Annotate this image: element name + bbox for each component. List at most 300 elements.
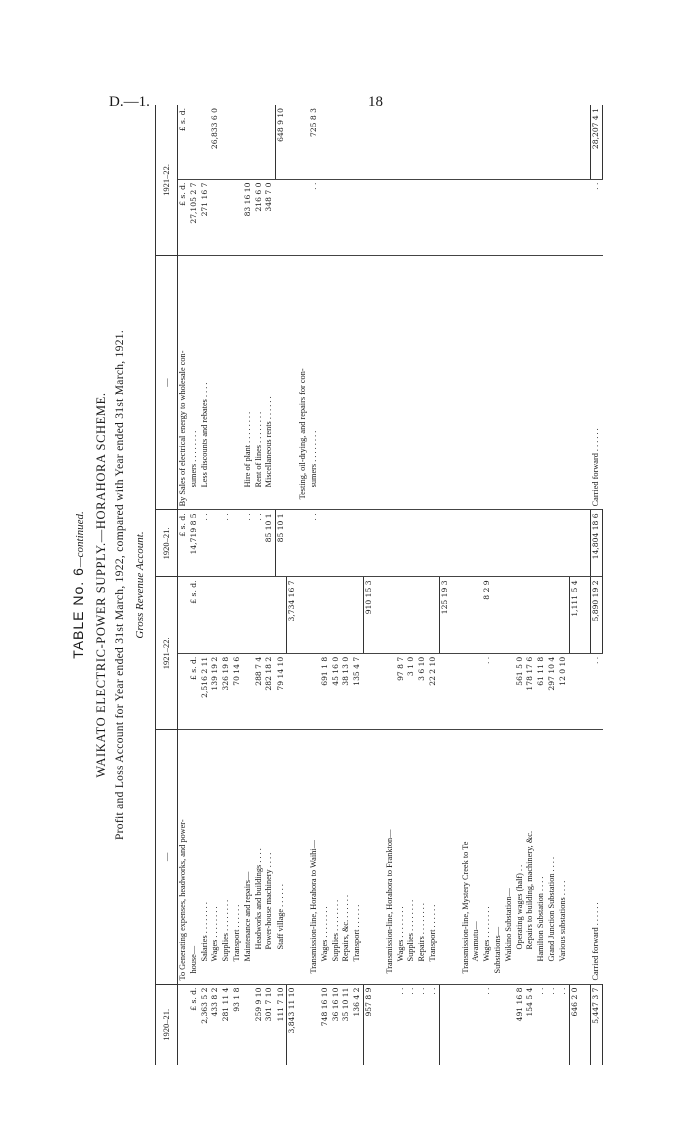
current-year-item-left: 12 0 10 bbox=[558, 653, 569, 729]
revenue-particular bbox=[471, 255, 482, 509]
expenditure-particular: Transport . . . . . . bbox=[232, 730, 243, 984]
table-row bbox=[210, 105, 221, 1065]
revenue-particular bbox=[287, 255, 298, 509]
table-row bbox=[580, 105, 591, 1065]
current-year-item-right bbox=[210, 179, 221, 255]
prior-year-amount-right bbox=[320, 510, 331, 577]
table-row bbox=[493, 105, 504, 1065]
current-year-item-right bbox=[558, 179, 569, 255]
current-year-total-right: 26,833 6 0 bbox=[210, 108, 220, 150]
prior-year-amount-right: 85 10 1 bbox=[276, 510, 287, 577]
prior-year-amount-right bbox=[461, 510, 472, 577]
expenditure-particular: Substations— bbox=[493, 730, 504, 984]
current-year-total-right bbox=[536, 105, 547, 179]
expenditure-particular: Repairs . . . . . . . . bbox=[417, 730, 428, 984]
prior-year-amount-left: 748 16 10 bbox=[320, 984, 331, 1065]
expenditure-particular: Wages . . . . . . . . bbox=[482, 730, 493, 984]
revenue-particular bbox=[451, 255, 461, 509]
expenditure-particular: Transmission-line, Horahora to Waihi— bbox=[309, 730, 320, 984]
prior-year-amount-left: 957 8 9 bbox=[364, 984, 375, 1065]
current-year-item-left: . . bbox=[591, 653, 603, 729]
revenue-particular bbox=[569, 255, 580, 509]
current-year-item-left bbox=[580, 653, 591, 729]
current-year-total-left bbox=[341, 577, 352, 653]
prior-year-amount-right bbox=[525, 510, 536, 577]
current-year-total-left bbox=[536, 577, 547, 653]
current-year-item-left: £ s. d. bbox=[189, 653, 200, 729]
table-continued: —continued. bbox=[74, 511, 86, 568]
table-row bbox=[309, 105, 320, 1065]
current-year-total-left: 910 15 3 bbox=[364, 577, 375, 653]
current-year-total-right bbox=[221, 105, 232, 179]
prior-year-amount-right: . . bbox=[200, 510, 211, 577]
current-year-total-left bbox=[178, 577, 189, 653]
current-year-item-right bbox=[385, 179, 396, 255]
current-year-item-left bbox=[504, 653, 515, 729]
prior-year-amount-right bbox=[287, 510, 298, 577]
prior-year-amount-right bbox=[364, 510, 375, 577]
current-year-item-right bbox=[428, 179, 439, 255]
scheme-title: WAIKATO ELECTRIC-POWER SUPPLY.—HORAHORA SCHEME. bbox=[94, 392, 108, 778]
revenue-particular bbox=[525, 255, 536, 509]
current-year-total-right bbox=[298, 105, 309, 179]
col-header-particulars-right: — bbox=[156, 255, 178, 509]
revenue-particular: Miscellaneous rents . . . . . . bbox=[264, 255, 275, 509]
prior-year-amount-left: 281 11 4 bbox=[221, 984, 232, 1065]
current-year-item-left: 288 7 4 bbox=[254, 653, 265, 729]
current-year-item-left bbox=[385, 653, 396, 729]
table-row bbox=[558, 105, 569, 1065]
expenditure-particular: Transmission-line, Mystery Creek to Te bbox=[461, 730, 472, 984]
current-year-total-left bbox=[254, 577, 265, 653]
prior-year-amount-left bbox=[504, 984, 515, 1065]
current-year-total-left bbox=[331, 577, 342, 653]
table-row bbox=[178, 105, 189, 1065]
current-year-total-left bbox=[352, 577, 363, 653]
expenditure-particular: Hamilton Substation . . . . bbox=[536, 730, 547, 984]
expenditure-particular: Staff village . . . . . . bbox=[276, 730, 287, 984]
current-year-item-left bbox=[471, 653, 482, 729]
revenue-particular: sumers . . . . . . . . bbox=[189, 255, 200, 509]
prior-year-amount-left bbox=[178, 984, 189, 1065]
current-year-item-right bbox=[352, 179, 363, 255]
revenue-particular bbox=[331, 255, 342, 509]
prior-year-amount-right bbox=[504, 510, 515, 577]
current-year-total-right bbox=[580, 105, 591, 179]
table-row bbox=[591, 105, 603, 1065]
prior-year-amount-right bbox=[515, 510, 526, 577]
col-header-1920-21-left: 1920–21. bbox=[156, 984, 178, 1065]
current-year-total-right bbox=[493, 105, 504, 179]
current-year-item-right bbox=[221, 179, 232, 255]
prior-year-amount-right: 14,804 18 6 bbox=[591, 510, 603, 577]
current-year-item-right bbox=[547, 179, 558, 255]
revenue-particular bbox=[352, 255, 363, 509]
expenditure-particular bbox=[439, 730, 450, 984]
current-year-total-left: £ s. d. bbox=[189, 577, 200, 653]
prior-year-amount-left bbox=[580, 984, 591, 1065]
current-year-total-left bbox=[243, 577, 254, 653]
prior-year-amount-right bbox=[558, 510, 569, 577]
table-row bbox=[243, 105, 254, 1065]
table-row bbox=[298, 105, 309, 1065]
prior-year-amount-left bbox=[451, 984, 461, 1065]
current-year-total-right bbox=[471, 105, 482, 179]
current-year-item-right bbox=[375, 179, 385, 255]
current-year-total-right bbox=[428, 105, 439, 179]
table-row bbox=[515, 105, 526, 1065]
prior-year-amount-left: . . bbox=[558, 984, 569, 1065]
revenue-particular bbox=[341, 255, 352, 509]
current-year-total-right bbox=[243, 105, 254, 179]
prior-year-amount-right bbox=[352, 510, 363, 577]
revenue-particular: sumers . . . . . . . . bbox=[309, 255, 320, 509]
current-year-item-right bbox=[439, 179, 450, 255]
current-year-item-left: 135 4 7 bbox=[352, 653, 363, 729]
current-year-item-left: 61 11 8 bbox=[536, 653, 547, 729]
current-year-total-left: 3,734 16 7 bbox=[287, 577, 298, 653]
prior-year-amount-right bbox=[547, 510, 558, 577]
prior-year-amount-right bbox=[232, 510, 243, 577]
revenue-particular bbox=[439, 255, 450, 509]
current-year-item-left bbox=[375, 653, 385, 729]
prior-year-amount-left bbox=[493, 984, 504, 1065]
prior-year-amount-left: . . bbox=[417, 984, 428, 1065]
current-year-total-left bbox=[493, 577, 504, 653]
current-year-item-left: 3 1 0 bbox=[406, 653, 417, 729]
table-row bbox=[331, 105, 342, 1065]
page-header-left: D.—1. bbox=[109, 94, 150, 110]
table-row bbox=[428, 105, 439, 1065]
prior-year-amount-left bbox=[375, 984, 385, 1065]
current-year-item-right bbox=[276, 179, 287, 255]
current-year-item-right bbox=[341, 179, 352, 255]
prior-year-amount-right bbox=[417, 510, 428, 577]
current-year-item-right bbox=[417, 179, 428, 255]
table-row bbox=[569, 105, 580, 1065]
current-year-total-right bbox=[417, 105, 428, 179]
expenditure-particular: Supplies . . . . . . . . bbox=[221, 730, 232, 984]
revenue-particular bbox=[558, 255, 569, 509]
prior-year-amount-right bbox=[569, 510, 580, 577]
current-year-item-left: 297 10 4 bbox=[547, 653, 558, 729]
current-year-item-left: 22 2 10 bbox=[428, 653, 439, 729]
col-header-1921-22-left: 1921–22. bbox=[156, 577, 178, 730]
prior-year-amount-left bbox=[471, 984, 482, 1065]
expenditure-particular: Repairs, &c. . . . . . . bbox=[341, 730, 352, 984]
expenditure-particular: Operating wages (half) . . bbox=[515, 730, 526, 984]
revenue-particular bbox=[515, 255, 526, 509]
col-header-1921-22-right: 1921–22. bbox=[156, 105, 178, 255]
current-year-total-right: £ s. d. bbox=[178, 108, 187, 132]
current-year-item-left bbox=[178, 653, 189, 729]
table-row bbox=[385, 105, 396, 1065]
table-row bbox=[200, 105, 211, 1065]
revenue-particular: Testing, oil-drying, and repairs for con- bbox=[298, 255, 309, 509]
current-year-item-right bbox=[406, 179, 417, 255]
prior-year-amount-left: 154 5 4 bbox=[525, 984, 536, 1065]
prior-year-amount-left: . . bbox=[547, 984, 558, 1065]
expenditure-particular: Wages . . . . . . . . bbox=[320, 730, 331, 984]
revenue-particular: By Sales of electrical energy to wholesale con- bbox=[178, 255, 189, 509]
current-year-total-left bbox=[428, 577, 439, 653]
prior-year-amount-right: . . bbox=[309, 510, 320, 577]
table-row bbox=[482, 105, 493, 1065]
current-year-total-left bbox=[210, 577, 221, 653]
current-year-item-left bbox=[243, 653, 254, 729]
revenue-particular: Hire of plant . . . . . . . . bbox=[243, 255, 254, 509]
prior-year-amount-left: 646 2 0 bbox=[569, 984, 580, 1065]
revenue-particular bbox=[580, 255, 591, 509]
prior-year-amount-left: 259 9 10 bbox=[254, 984, 265, 1065]
current-year-total-right bbox=[461, 105, 472, 179]
revenue-particular bbox=[232, 255, 243, 509]
expenditure-particular: Supplies . . . . . . . . bbox=[331, 730, 342, 984]
current-year-total-left: 1,111 5 4 bbox=[569, 577, 580, 653]
expenditure-particular: Transport . . . . . . bbox=[352, 730, 363, 984]
profit-loss-table bbox=[155, 105, 603, 1065]
table-row bbox=[352, 105, 363, 1065]
account-title: Profit and Loss Account for Year ended 31st March, 1922, compared with Year ended 31st March, 1921. bbox=[114, 329, 126, 841]
prior-year-amount-right bbox=[536, 510, 547, 577]
current-year-item-right: £ s. d. bbox=[178, 179, 189, 255]
table-row bbox=[471, 105, 482, 1065]
current-year-item-left: 178 17 6 bbox=[525, 653, 536, 729]
expenditure-particular: Repairs to building, machinery, &c. bbox=[525, 730, 536, 984]
prior-year-amount-left: . . bbox=[406, 984, 417, 1065]
current-year-total-left bbox=[515, 577, 526, 653]
current-year-total-left bbox=[264, 577, 275, 653]
table-row bbox=[536, 105, 547, 1065]
revenue-particular bbox=[428, 255, 439, 509]
current-year-total-left bbox=[385, 577, 396, 653]
table-row bbox=[396, 105, 407, 1065]
current-year-total-right bbox=[232, 105, 243, 179]
current-year-item-left: 326 19 8 bbox=[221, 653, 232, 729]
expenditure-particular: To Generating expenses, headworks, and power- bbox=[178, 730, 189, 984]
current-year-item-left bbox=[569, 653, 580, 729]
current-year-total-right bbox=[504, 105, 515, 179]
expenditure-particular: Transport . . . . . . bbox=[428, 730, 439, 984]
col-header-1920-21-right: 1920–21. bbox=[156, 510, 178, 577]
prior-year-amount-left: £ s. d. bbox=[189, 984, 200, 1065]
revenue-particular bbox=[320, 255, 331, 509]
current-year-item-right bbox=[471, 179, 482, 255]
table-row bbox=[221, 105, 232, 1065]
expenditure-particular bbox=[580, 730, 591, 984]
current-year-item-left: 70 14 6 bbox=[232, 653, 243, 729]
prior-year-amount-right bbox=[493, 510, 504, 577]
prior-year-amount-left bbox=[309, 984, 320, 1065]
current-year-total-right: 725 8 3 bbox=[309, 108, 319, 137]
current-year-total-left bbox=[200, 577, 211, 653]
prior-year-amount-right bbox=[375, 510, 385, 577]
current-year-total-right bbox=[406, 105, 417, 179]
expenditure-particular bbox=[375, 730, 385, 984]
prior-year-amount-left: . . bbox=[428, 984, 439, 1065]
table-row bbox=[189, 105, 200, 1065]
current-year-item-right: . . bbox=[591, 179, 603, 255]
prior-year-amount-left bbox=[461, 984, 472, 1065]
table-row bbox=[439, 105, 450, 1065]
prior-year-amount-right bbox=[396, 510, 407, 577]
prior-year-amount-left: 111 7 10 bbox=[276, 984, 287, 1065]
expenditure-particular: Waikino Substation— bbox=[504, 730, 515, 984]
revenue-particular bbox=[210, 255, 221, 509]
prior-year-amount-left: 36 16 10 bbox=[331, 984, 342, 1065]
prior-year-amount-right: . . bbox=[254, 510, 265, 577]
current-year-item-left: 45 16 0 bbox=[331, 653, 342, 729]
current-year-item-right bbox=[493, 179, 504, 255]
prior-year-amount-right bbox=[210, 510, 221, 577]
current-year-total-right bbox=[569, 105, 580, 179]
current-year-item-left: 79 14 10 bbox=[276, 653, 287, 729]
table-row bbox=[320, 105, 331, 1065]
table-title bbox=[70, 105, 86, 1065]
current-year-total-right bbox=[364, 105, 375, 179]
revenue-particular bbox=[461, 255, 472, 509]
current-year-item-left bbox=[439, 653, 450, 729]
table-header-row bbox=[156, 105, 178, 1065]
revenue-particular bbox=[417, 255, 428, 509]
current-year-item-right: 216 6 0 bbox=[254, 179, 265, 255]
revenue-particular: Less discounts and rebates . . . . bbox=[200, 255, 211, 509]
current-year-total-left bbox=[504, 577, 515, 653]
current-year-item-right bbox=[569, 179, 580, 255]
expenditure-particular: Salaries . . . . . . . . bbox=[200, 730, 211, 984]
current-year-item-left: 2,516 2 11 bbox=[200, 653, 211, 729]
current-year-total-left bbox=[221, 577, 232, 653]
prior-year-amount-left: 2,363 5 2 bbox=[200, 984, 211, 1065]
revenue-particular bbox=[406, 255, 417, 509]
prior-year-amount-right bbox=[471, 510, 482, 577]
table-row bbox=[375, 105, 385, 1065]
prior-year-amount-left bbox=[298, 984, 309, 1065]
current-year-total-right bbox=[515, 105, 526, 179]
prior-year-amount-left: . . bbox=[396, 984, 407, 1065]
prior-year-amount-left: 491 16 8 bbox=[515, 984, 526, 1065]
current-year-total-left bbox=[525, 577, 536, 653]
current-year-item-right bbox=[287, 179, 298, 255]
prior-year-amount-left bbox=[385, 984, 396, 1065]
prior-year-amount-left: 136 4 2 bbox=[352, 984, 363, 1065]
prior-year-amount-right bbox=[298, 510, 309, 577]
current-year-total-right bbox=[525, 105, 536, 179]
current-year-total-right bbox=[189, 105, 200, 179]
current-year-item-right: . . bbox=[309, 179, 320, 255]
table-row bbox=[287, 105, 298, 1065]
table-row bbox=[364, 105, 375, 1065]
current-year-item-right bbox=[515, 179, 526, 255]
prior-year-amount-right: . . bbox=[221, 510, 232, 577]
prior-year-amount-right bbox=[451, 510, 461, 577]
prior-year-amount-left: 3,843 11 10 bbox=[287, 984, 298, 1065]
current-year-item-right: 271 16 7 bbox=[200, 179, 211, 255]
prior-year-amount-right: £ s. d. bbox=[178, 510, 189, 577]
prior-year-amount-right bbox=[385, 510, 396, 577]
current-year-item-right bbox=[525, 179, 536, 255]
prior-year-amount-right bbox=[406, 510, 417, 577]
table-row bbox=[341, 105, 352, 1065]
revenue-particular bbox=[504, 255, 515, 509]
current-year-total-right bbox=[320, 105, 331, 179]
prior-year-amount-right bbox=[331, 510, 342, 577]
current-year-item-right bbox=[536, 179, 547, 255]
current-year-item-left: 691 1 8 bbox=[320, 653, 331, 729]
prior-year-amount-right: 85 10 1 bbox=[264, 510, 275, 577]
current-year-item-right bbox=[580, 179, 591, 255]
current-year-total-left: 125 19 3 bbox=[439, 577, 450, 653]
table-number: TABLE No. 6 bbox=[70, 567, 86, 659]
current-year-item-left bbox=[461, 653, 472, 729]
table-row bbox=[264, 105, 275, 1065]
prior-year-amount-right bbox=[428, 510, 439, 577]
current-year-total-left bbox=[406, 577, 417, 653]
current-year-item-left: 3 6 10 bbox=[417, 653, 428, 729]
prior-year-amount-right bbox=[482, 510, 493, 577]
current-year-total-left bbox=[396, 577, 407, 653]
current-year-item-right bbox=[232, 179, 243, 255]
current-year-total-right bbox=[200, 105, 211, 179]
expenditure-particular: Grand Junction Substation . . . . bbox=[547, 730, 558, 984]
expenditure-particular: Carried forward . . . . . . bbox=[591, 730, 603, 984]
current-year-item-right bbox=[504, 179, 515, 255]
prior-year-amount-left: . . bbox=[536, 984, 547, 1065]
current-year-item-right bbox=[320, 179, 331, 255]
table-row bbox=[254, 105, 265, 1065]
revenue-particular bbox=[375, 255, 385, 509]
current-year-item-left: 97 8 7 bbox=[396, 653, 407, 729]
current-year-item-right bbox=[396, 179, 407, 255]
table-row bbox=[417, 105, 428, 1065]
account-subtitle: Gross Revenue Account. bbox=[134, 531, 146, 639]
current-year-item-left: . . bbox=[482, 653, 493, 729]
current-year-item-left: 561 5 0 bbox=[515, 653, 526, 729]
expenditure-particular: Wages . . . . . . . . bbox=[210, 730, 221, 984]
current-year-item-right bbox=[451, 179, 461, 255]
current-year-total-left bbox=[451, 577, 461, 653]
current-year-item-right bbox=[298, 179, 309, 255]
expenditure-particular bbox=[364, 730, 375, 984]
rotated-table-page bbox=[70, 105, 610, 1065]
current-year-total-left bbox=[276, 577, 287, 653]
current-year-item-right bbox=[331, 179, 342, 255]
col-header-particulars-left: — bbox=[156, 730, 178, 984]
prior-year-amount-left: 35 10 11 bbox=[341, 984, 352, 1065]
prior-year-amount-left: . . bbox=[482, 984, 493, 1065]
current-year-total-left bbox=[417, 577, 428, 653]
expenditure-particular: Transmission-line, Horahora to Frankton— bbox=[385, 730, 396, 984]
current-year-item-right: 27,105 2 7 bbox=[189, 179, 200, 255]
current-year-item-right bbox=[461, 179, 472, 255]
current-year-total-left: 8 2 9 bbox=[482, 577, 493, 653]
current-year-total-left bbox=[232, 577, 243, 653]
current-year-item-right: 83 16 10 bbox=[243, 179, 254, 255]
current-year-total-left bbox=[309, 577, 320, 653]
table-row bbox=[504, 105, 515, 1065]
current-year-total-right bbox=[352, 105, 363, 179]
current-year-item-right: 348 7 0 bbox=[264, 179, 275, 255]
revenue-particular bbox=[493, 255, 504, 509]
current-year-total-right bbox=[451, 105, 461, 179]
expenditure-particular: Maintenance and repairs— bbox=[243, 730, 254, 984]
current-year-total-right bbox=[375, 105, 385, 179]
prior-year-amount-left: 301 7 10 bbox=[264, 984, 275, 1065]
table-row bbox=[406, 105, 417, 1065]
current-year-item-left bbox=[451, 653, 461, 729]
current-year-item-left: 38 13 0 bbox=[341, 653, 352, 729]
current-year-total-right bbox=[254, 105, 265, 179]
